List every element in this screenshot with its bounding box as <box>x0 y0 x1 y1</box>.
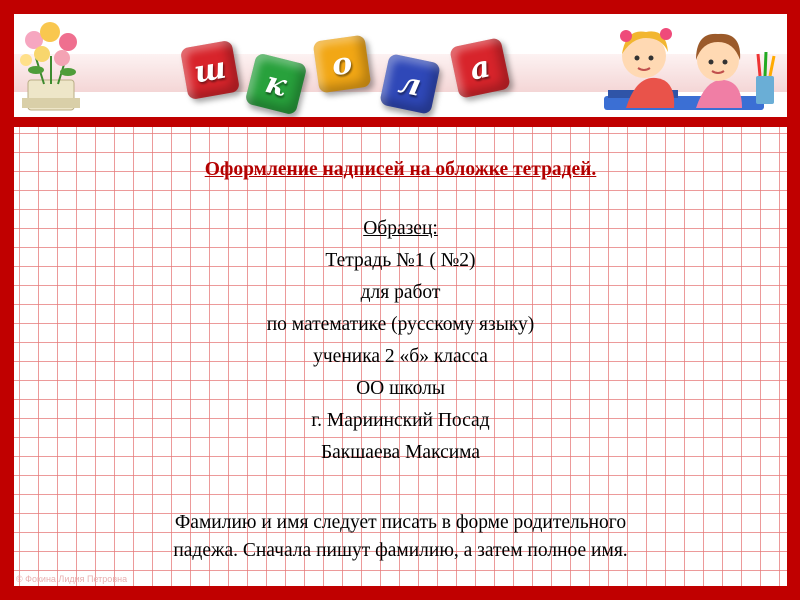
letter-cube-4: л <box>379 53 441 115</box>
note-line-1: Фамилию и имя следует писать в форме родительного <box>174 512 627 533</box>
slide-content <box>14 127 787 586</box>
flower-bouquet-icon <box>16 18 86 114</box>
sample-line-4: ученика 2 «б» класса <box>313 346 488 367</box>
grid-paper <box>14 127 787 586</box>
letter-cube-1: ш <box>180 40 240 100</box>
sample-line-1: Тетрадь №1 ( №2) <box>325 250 476 271</box>
slide-title: Оформление надписей на обложке тетрадей. <box>204 159 597 180</box>
note-paragraph <box>14 509 787 565</box>
sample-line-6: г. Мариинский Посад <box>311 410 490 431</box>
header-banner <box>14 14 787 117</box>
letter-cube-2: к <box>244 52 307 115</box>
sample-line-2: для работ <box>360 282 441 303</box>
sample-line-7: Бакшаева Максима <box>320 442 481 463</box>
letter-cube-5: а <box>449 37 511 99</box>
header-divider <box>14 117 787 127</box>
sample-heading: Образец: <box>363 218 438 239</box>
letter-cube-3: о <box>313 35 372 94</box>
note-line-2: падежа. Сначала пишут фамилию, а затем полное имя. <box>173 540 628 561</box>
sample-line-3: по математике (русскому языку) <box>266 314 535 335</box>
sample-block <box>14 213 787 469</box>
copyright-text: © Фокина Лидия Петровна <box>16 574 128 584</box>
school-kids-illustration-icon <box>596 16 786 116</box>
sample-line-5: ОО школы <box>356 378 445 399</box>
